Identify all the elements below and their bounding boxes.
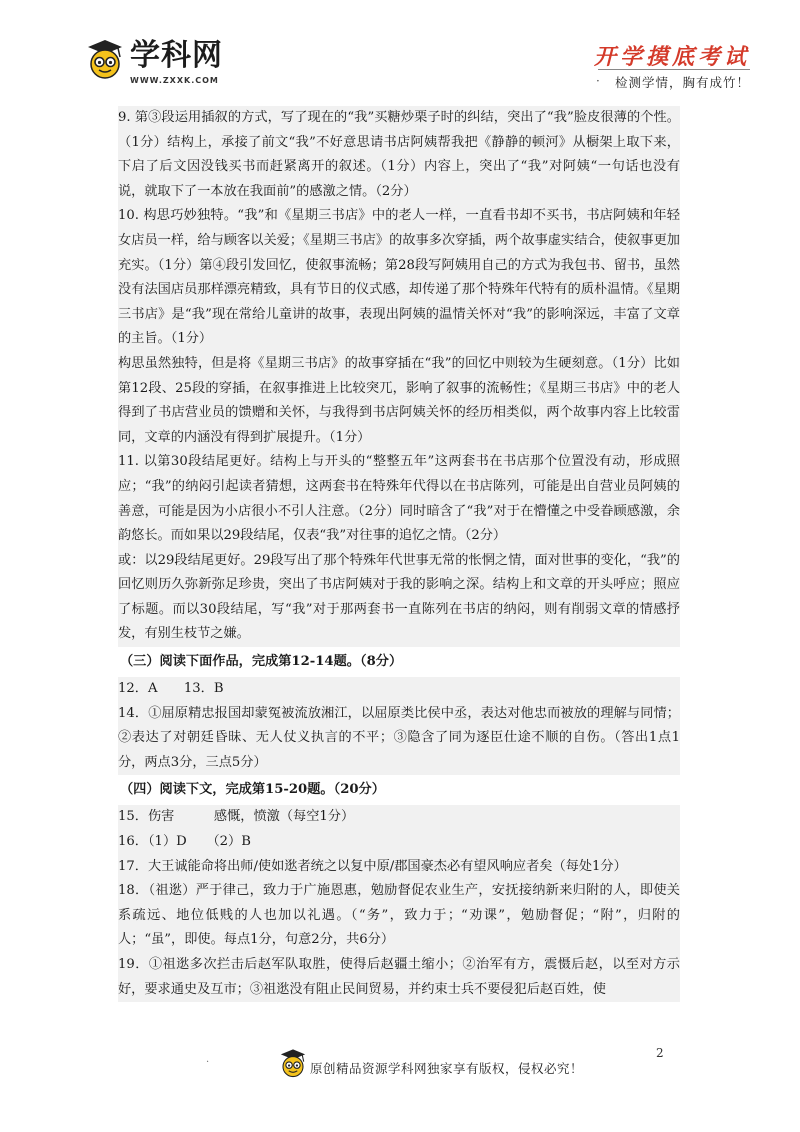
answer-14: 14．①屈原精忠报国却蒙冤被流放湘江，以屈原类比侯中丞，表达对他忠而被放的理解与同情；②表达了对朝廷昏昧、无人仗义执言的不平；③隐含了同为逐臣仕途不顺的自伤。（答出1点1分，两点3分，三点5分） [118, 705, 680, 770]
mascot-face-icon [278, 1045, 308, 1081]
logo [84, 38, 274, 90]
answer-16: 16．（1）D （2）B [118, 834, 251, 850]
answer-18: 18．（祖逖）严于律己，致力于广施恩惠，勉励督促农业生产，安抚接纳新来归附的人，即使关系疏远、地位低贱的人也加以礼遇。（“务”，致力于；“劝课”，勉励督促；“附”，归附的人；“虽”，即使。每点1分，句意2分，共6分） [118, 883, 680, 948]
logo-name: 学科网 [130, 38, 223, 73]
mascot-face-icon [84, 38, 126, 80]
answer-17: 17．大王诚能命将出师/使如逖者统之以复中原/郡国豪杰必有望风响应者矣（每处1分） [118, 858, 627, 874]
answer-11-alt: 或：以29段结尾更好。29段写出了那个特殊年代世事无常的怅惘之情，面对世事的变化，“我”的回忆则历久弥新弥足珍贵，突出了书店阿姨对于我的影响之深。结构上和文章的开头呼应；照应了标题。而以30段结尾，写“我”对于那两套书一直陈列在书店的纳闷，则有削弱文章的情感抒发，有别生枝节之嫌。 [118, 552, 680, 642]
answer-block-poetry [118, 677, 680, 775]
page-number: 2 [656, 1046, 664, 1060]
answer-10: 10. 构思巧妙独特。“我”和《星期三书店》中的老人一样，一直看书却不买书，书店阿姨和年轻女店员一样，给与顾客以关爱；《星期三书店》的故事多次穿插，两个故事虚实结合，使叙事更加充实。（1分）第④段引发回忆，使叙事流畅；第28段写阿姨用自己的方式为我包书、留书，虽然没有法国店员那样漂亮精致，具有节日的仪式感，却传递了那个特殊年代特有的质朴温情。《星期三书店》是“我”现在常给儿童讲的故事，表现出阿姨的温情关怀对“我”的影响深远，丰富了文章的主旨。（1分） [118, 208, 680, 347]
slogan-subtitle: 检测学情，胸有成竹！ [614, 75, 750, 90]
answer-15: 15．伤害 感慨，愤激（每空1分） [118, 809, 355, 825]
section-heading-3: （三）阅读下面作品，完成第12-14题。（8分） [120, 654, 403, 670]
answer-19: 19．①祖逖多次拦击后赵军队取胜，使得后赵疆土缩小；②治军有方，震慑后赵，以至对方示好，要求通史及互市；③祖逖没有阻止民间贸易，并约束士兵不要侵犯后赵百姓，使 [118, 957, 680, 997]
slogan-dot: · [596, 74, 600, 88]
answer-11: 11. 以第30段结尾更好。结构上与开头的“整整五年”这两套书在书店那个位置没有动，形成照应；“我”的纳闷引起读者猜想，这两套书在特殊年代得以在书店陈列，可能是出自营业员阿姨的善意，可能是因为小店很小不引人注意。（2分）同时暗含了“我”对于在懵懂之中受眷顾感激，余韵悠长。而如果以29段结尾，仅表“我”对往事的追忆之情。（2分） [118, 454, 680, 544]
answer-12-13: 12．A 13．B [118, 681, 224, 697]
answer-10-alt: 构思虽然独特，但是将《星期三书店》的故事穿插在“我”的回忆中则较为生硬刻意。（1分）比如第12段、25段的穿插，在叙事推进上比较突兀，影响了叙事的流畅性；《星期三书店》中的老人得到了书店营业员的馈赠和关怀，与我得到书店阿姨关怀的经历相类似，两个故事内容上比较雷同，文章的内涵没有得到扩展提升。（1分） [118, 355, 680, 445]
logo-url: WWW.ZXXK.COM [130, 76, 219, 85]
slogan-title: 开学摸底考试 [593, 44, 750, 70]
answer-block-classical [118, 805, 680, 1002]
answer-block-modern-reading [118, 106, 680, 647]
slogan-divider [598, 69, 750, 70]
footer [0, 1045, 800, 1085]
answer-9: 9. 第③段运用插叙的方式，写了现在的“我”买糖炒栗子时的纠结，突出了“我”脸皮很薄的个性。（1分）结构上，承接了前文“我”不好意思请书店阿姨帮我把《静静的顿河》从橱架上取下来，下启了后文因没钱买书而赶紧离开的叙述。（1分）内容上，突出了“我”对阿姨“一句话也没有说，就取下了一本放在我面前”的感激之情。（2分） [118, 110, 680, 199]
copyright-notice: 原创精品资源学科网独家享有版权，侵权必究！ [310, 1061, 584, 1076]
footer-dot: · [206, 1057, 210, 1068]
answer-content [118, 106, 680, 1002]
section-heading-4: （四）阅读下文，完成第15-20题。（20分） [120, 782, 385, 798]
